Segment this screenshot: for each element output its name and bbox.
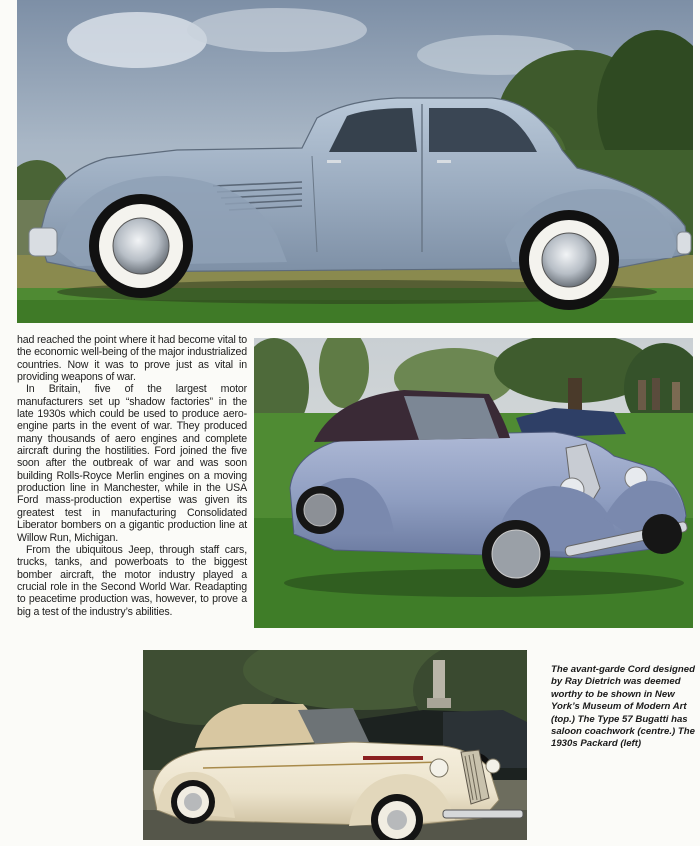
article-paragraph: had reached the point where it had become vital to the economic well-being of the major industrialized countries. Now it was to prove just as vital in providing weapons of war.	[17, 334, 247, 384]
article-paragraph: In Britain, five of the largest motor manufacturers set up “shadow factories” in the late 1930s which could be used to produce aero-engine parts in the event of war. They produced many thousands of aero engines and complete aircraft during the hostilities. Ford joined the five soon after the outbreak of war and was soon building Rolls-Royce Merlin engines on a moving production line in Manchester, while in the USA Ford mass-production expertise was given its greatest test in manufacturing Consolidated Liberator bombers on a gigantic production line at Willow Run, Michigan.	[17, 383, 247, 544]
photo-bugatti-type57	[254, 338, 693, 628]
photo-caption: The avant-garde Cord designed by Ray Dietrich was deemed worthy to be shown in New York’s Museum of Modern Art (top.) The Type 57 Bugatti has saloon coachwork (centre.) The 1930s Packard (left)	[551, 664, 695, 750]
article-body	[17, 334, 247, 618]
photo-packard	[143, 650, 527, 840]
photo-cord-sedan	[17, 0, 693, 323]
article-paragraph: From the ubiquitous Jeep, through staff cars, trucks, tanks, and powerboats to the biggest bomber aircraft, the motor industry played a crucial role in the Second World War. Readapting to peacetime production was, however, to prove a big a test of the industry’s abilities.	[17, 543, 247, 618]
